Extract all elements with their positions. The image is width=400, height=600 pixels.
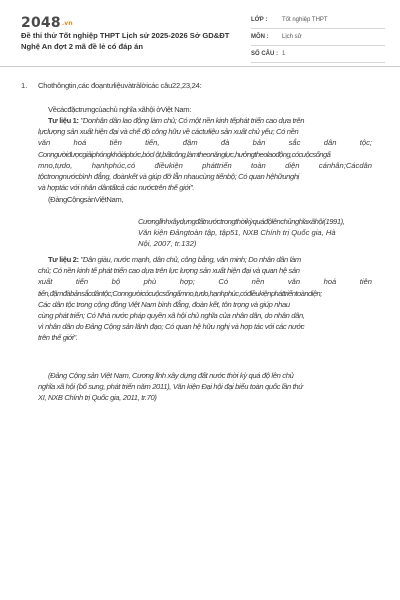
source-intro-text: Vềcácđặctrưngcủachủ nghĩa xãhội ởViệt Nam: — [48, 105, 191, 114]
document-title — [21, 30, 246, 52]
source-1-line-4: Conngườiđượcgiảiphóngkhỏiápbức,bócl ột,bấtcông,làmtheonănglực,hưởngtheolaođộng,cócuộcsốngấ — [38, 149, 331, 159]
logo-domain: .vn — [61, 19, 73, 27]
source-1-line-6: tộctrongnướcbình đẳng, đoànkết và giúp đỡ lẫn nhaucùng tiếnbộ; Có quan hệhữunghị — [38, 172, 300, 182]
source-2-line-4: tiến,đậmđàbảnsắcdântộc;Conngườicócuộcsốngấmno,tựdo,hạnhphúc,cóđiềukiệnpháttriểntoàndiện; — [38, 288, 322, 298]
source-1-citation-3: Văn kiện Đảngtoàn tập, tập51, NXB Chính trị Quốc gia, Hà — [138, 228, 336, 238]
meta-count-value: 1 — [282, 51, 286, 57]
source-2-line-5: Các dân tộc trong cộng đồng Việt Nam bình đẳng, đoàn kết, tôn trọng và giúp nhau — [38, 299, 290, 309]
source-1 — [38, 115, 372, 206]
meta-row-class — [251, 12, 385, 29]
header-divider — [0, 66, 400, 67]
source-1-citation-2: Cươnglĩnhxâydựngđấtnướctrongthờikỳquáđộlênchủnghĩaxãhội(1991), — [138, 217, 345, 226]
document-title-line-1: Đề thi thử Tốt nghiệp THPT Lịch sử 2025-2026 Sở GD&ĐT — [21, 31, 230, 40]
source-1-line-7: và hợptác với nhân dântấtcả các nướctrên thế giới". — [38, 183, 195, 193]
source-2-line-1 — [38, 254, 372, 265]
meta-subject-label: MÔN : — [251, 34, 269, 40]
source-2-label: Tư liệu 2: — [48, 255, 79, 264]
page-header — [0, 0, 400, 64]
source-2-citation-1: (Đảng Cộng sản Việt Nam, Cương lĩnh xây dựng đất nước thời kỳ quá độ lên chủ — [48, 371, 294, 380]
document-title-line-2: Nghệ An đợt 2 mã đề lẻ có đáp án — [21, 42, 143, 51]
source-2-line-3: xuất tiến bộ phù hợp; Có nền văn hoá tiên — [38, 277, 372, 287]
meta-class-value: Tốt nghiệp THPT — [282, 17, 328, 23]
source-1-citation — [138, 216, 378, 250]
source-2-line-6: cùng phát triển; Có Nhà nước pháp quyền xã hội chủ nghĩa của nhân dân, do nhân dân, — [38, 311, 305, 321]
exam-meta-table — [251, 12, 385, 63]
site-logo[interactable] — [21, 15, 73, 31]
source-1-line-5: mno,tựdo, hạnhphúc,có điềukiện pháttriển toàn diện cánhân;Cácdân — [38, 160, 372, 170]
source-1-line-1-text: "Donhân dân lao động làm chủ; Có một nền kinh tếphát triển cao dựa trên — [80, 116, 305, 125]
source-2-line-2: chủ; Có nền kinh tế phát triển cao dựa trên lực lượng sản xuất hiện đại và quan hệ sản — [38, 266, 300, 276]
source-2 — [38, 254, 372, 344]
source-1-citation-4: Nội, 2007, tr.132) — [138, 239, 197, 249]
meta-row-subject — [251, 29, 385, 46]
source-1-citation-1: (ĐảngCộngsảnViệtNam, — [48, 195, 124, 205]
source-2-line-7: vì nhân dân do Đảng Cộng sản lãnh đạo; Có quan hệ hữu nghị và hợp tác với các nước — [38, 322, 305, 332]
source-intro — [38, 104, 372, 115]
logo-text: 2048 — [21, 15, 61, 31]
meta-class-label: LỚP : — [251, 17, 268, 23]
source-2-line-1-text: "Dân giàu, nước mạnh, dân chủ, công bằng, văn minh; Do nhân dân làm — [80, 255, 301, 264]
source-1-line-1 — [38, 115, 372, 126]
source-2-citation-3: XI, NXB Chính trị Quốc gia, 2011, tr.70) — [38, 393, 157, 403]
meta-subject-value: Lịch sử — [282, 34, 302, 40]
source-1-line-2: lựclượng sản xuất hiện đại và chế độ công hữu về cáctưliệu sản xuất chủ yếu; Có nền — [38, 127, 299, 137]
source-2-citation — [38, 370, 372, 404]
meta-count-label: SỐ CÂU : — [251, 51, 278, 57]
source-1-line-3: văn hoá tiên tiến, đậm đà bản sắc dân tộc; — [38, 138, 372, 148]
meta-row-count — [251, 46, 385, 63]
source-2-line-8: trên thế giới". — [38, 333, 78, 343]
question-number: 1. — [21, 81, 28, 90]
question-prompt: Chothôngtin,các đoạntưliệuvàtrảlờicác câu22,23,24: — [38, 81, 202, 90]
source-1-label: Tư liệu 1: — [48, 116, 79, 125]
source-2-citation-2: nghĩa xã hội (bổ sung, phát triển năm 2011), Văn kiện Đại hội đại biểu toàn quốc lần thứ — [38, 382, 303, 392]
